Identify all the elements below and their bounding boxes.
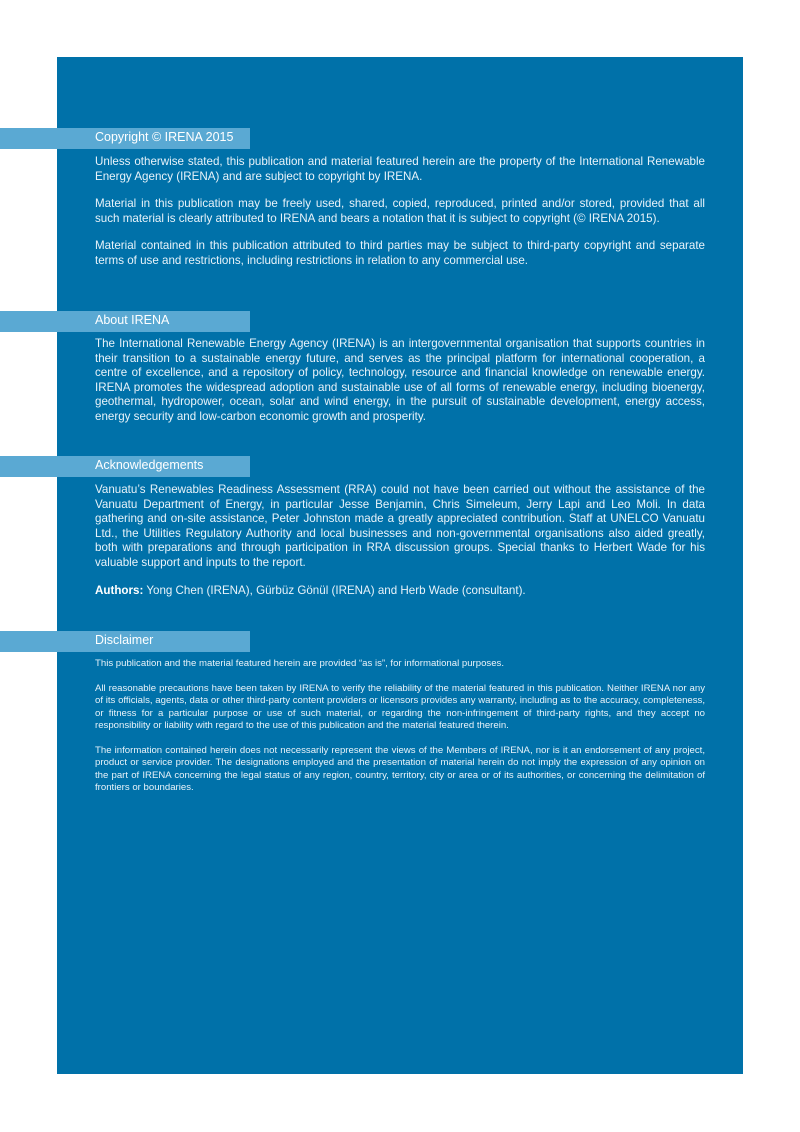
disclaimer-paragraph: This publication and the material featured herein are provided “as is”, for informational purposes. — [95, 658, 505, 669]
acknowledgements-text — [95, 483, 705, 598]
authors-label: Authors: — [95, 583, 144, 597]
copyright-text — [95, 155, 705, 269]
disclaimer-heading: Disclaimer — [95, 633, 154, 647]
section-bar-about — [0, 311, 250, 332]
section-bar-disclaimer — [0, 631, 250, 652]
disclaimer-text — [95, 658, 705, 795]
about-heading: About IRENA — [95, 313, 170, 327]
section-bar-copyright — [0, 128, 250, 149]
disclaimer-paragraph: All reasonable precautions have been taken by IRENA to verify the reliability of the material featured in this publication. Neither IRENA nor any of its officials, agents, data or other third-party content providers or licensors provides any warranty, including as to the accuracy, completeness, or fitness for a particular purpose or use of such material, or regarding the non-infringement of third-party rights, and they accept no responsibility or liability with regard to the use of this publication and the material featured therein. — [95, 682, 705, 731]
copyright-heading: Copyright © IRENA 2015 — [95, 130, 234, 144]
authors-line — [95, 584, 705, 599]
authors-names: Yong Chen (IRENA), Gürbüz Gönül (IRENA) and Herb Wade (consultant). — [143, 583, 526, 597]
acknowledgements-heading: Acknowledgements — [95, 458, 204, 472]
disclaimer-paragraph: The information contained herein does not necessarily represent the views of the Members of IRENA, nor is it an endorsement of any project, product or service provider. The designations employed and the presentation of material herein do not imply the expression of any opinion on the part of IRENA concerning the legal status of any region, country, territory, city or area or of its authorities, or concerning the delimitation of frontiers or boundaries. — [95, 744, 705, 793]
about-paragraph: The International Renewable Energy Agency (IRENA) is an intergovernmental organisation that supports countries in their transition to a sustainable energy future, and serves as the principal platform for international cooperation, a centre of excellence, and a repository of policy, technology, resource and financial knowledge on renewable energy. IRENA promotes the widespread adoption and sustainable use of all forms of renewable energy, including bioenergy, geothermal, hydropower, ocean, solar and wind energy, in the pursuit of sustainable development, energy access, energy security and low-carbon economic growth and prosperity. — [95, 337, 705, 423]
copyright-paragraph: Unless otherwise stated, this publication and material featured herein are the property of the International Renewable Energy Agency (IRENA) and are subject to copyright by IRENA. — [95, 155, 705, 183]
about-text — [95, 337, 705, 425]
acknowledgements-paragraph: Vanuatu’s Renewables Readiness Assessment (RRA) could not have been carried out without the assistance of the Vanuatu Department of Energy, in particular Jesse Benjamin, Chris Simeleum, Jerry Lapi and Leo Moli. In data gathering and on-site assistance, Peter Johnston made a greatly appreciated contribution. Staff at UNELCO Vanuatu Ltd., the Utilities Regulatory Authority and local businesses and non-governmental organisations also aided greatly, both with preparations and through participation in RRA discussion groups. Special thanks to Herbert Wade for his valuable support and inputs to the report. — [95, 483, 705, 569]
copyright-paragraph: Material in this publication may be freely used, shared, copied, reproduced, printed and/or stored, provided that all such material is clearly attributed to IRENA and bears a notation that it is subject to copyright (© IRENA 2015). — [95, 197, 705, 225]
section-bar-acknowledgements — [0, 456, 250, 477]
copyright-paragraph: Material contained in this publication attributed to third parties may be subject to third-party copyright and separate terms of use and restrictions, including restrictions in relation to any commercial use. — [95, 239, 705, 267]
